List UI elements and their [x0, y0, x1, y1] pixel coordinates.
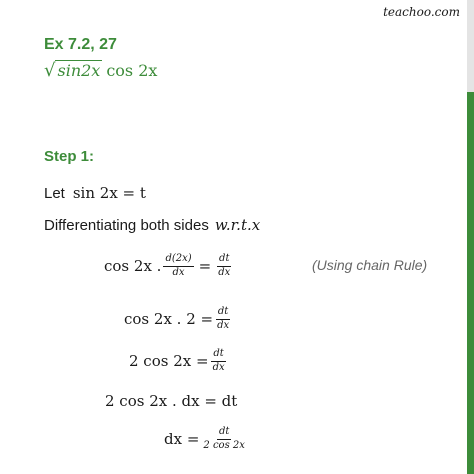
fraction-numerator: dt — [217, 426, 231, 440]
wrt-math: w.r.t.x — [214, 216, 261, 234]
eq1-right-fraction — [216, 253, 232, 279]
eq1-equals: = — [198, 257, 212, 275]
problem-rest: cos 2x — [106, 61, 158, 80]
differentiating-line — [44, 216, 260, 234]
let-word: Let — [44, 184, 65, 202]
equation-1 — [104, 253, 234, 279]
fraction-numerator: d(2x) — [163, 253, 193, 267]
watermark: teachoo.com — [383, 5, 460, 19]
equation-4 — [105, 392, 237, 410]
step-label: Step 1: — [44, 148, 95, 165]
fraction-denominator: dx — [212, 361, 225, 373]
chain-rule-note: (Using chain Rule) — [312, 257, 428, 273]
eq4-text: 2 cos 2x . dx = dt — [105, 392, 238, 410]
eq5-right-fraction — [201, 426, 246, 452]
eq2-right-fraction — [215, 306, 231, 332]
fraction-numerator: dt — [216, 306, 230, 320]
problem-expression — [44, 60, 157, 80]
let-math: sin 2x = t — [72, 184, 146, 202]
fraction-numerator: dt — [211, 348, 225, 362]
fraction-denominator: dx — [217, 319, 230, 331]
equation-2 — [124, 306, 233, 332]
let-line — [44, 184, 146, 202]
square-root — [44, 60, 102, 80]
equation-3 — [129, 348, 229, 374]
fraction-denominator: dx — [172, 266, 185, 278]
eq1-derivative-fraction — [163, 253, 193, 279]
page-title: Ex 7.2, 27 — [44, 36, 117, 53]
fraction-numerator: dt — [217, 253, 231, 267]
eq2-left: cos 2x . 2 = — [124, 310, 214, 328]
eq5-left: dx = — [164, 430, 200, 448]
eq1-left: cos 2x . — [104, 257, 162, 275]
fraction-denominator: dx — [218, 266, 231, 278]
eq3-left: 2 cos 2x = — [129, 352, 209, 370]
differentiating-text: Differentiating both sides — [44, 216, 209, 234]
equation-5 — [164, 426, 249, 452]
radicand: sin2x — [57, 61, 101, 80]
fraction-denominator: 2 cos 2x — [203, 439, 245, 451]
eq3-right-fraction — [211, 348, 227, 374]
radical-sign-icon: √ — [44, 60, 56, 82]
scrollbar-thumb[interactable] — [467, 92, 474, 474]
